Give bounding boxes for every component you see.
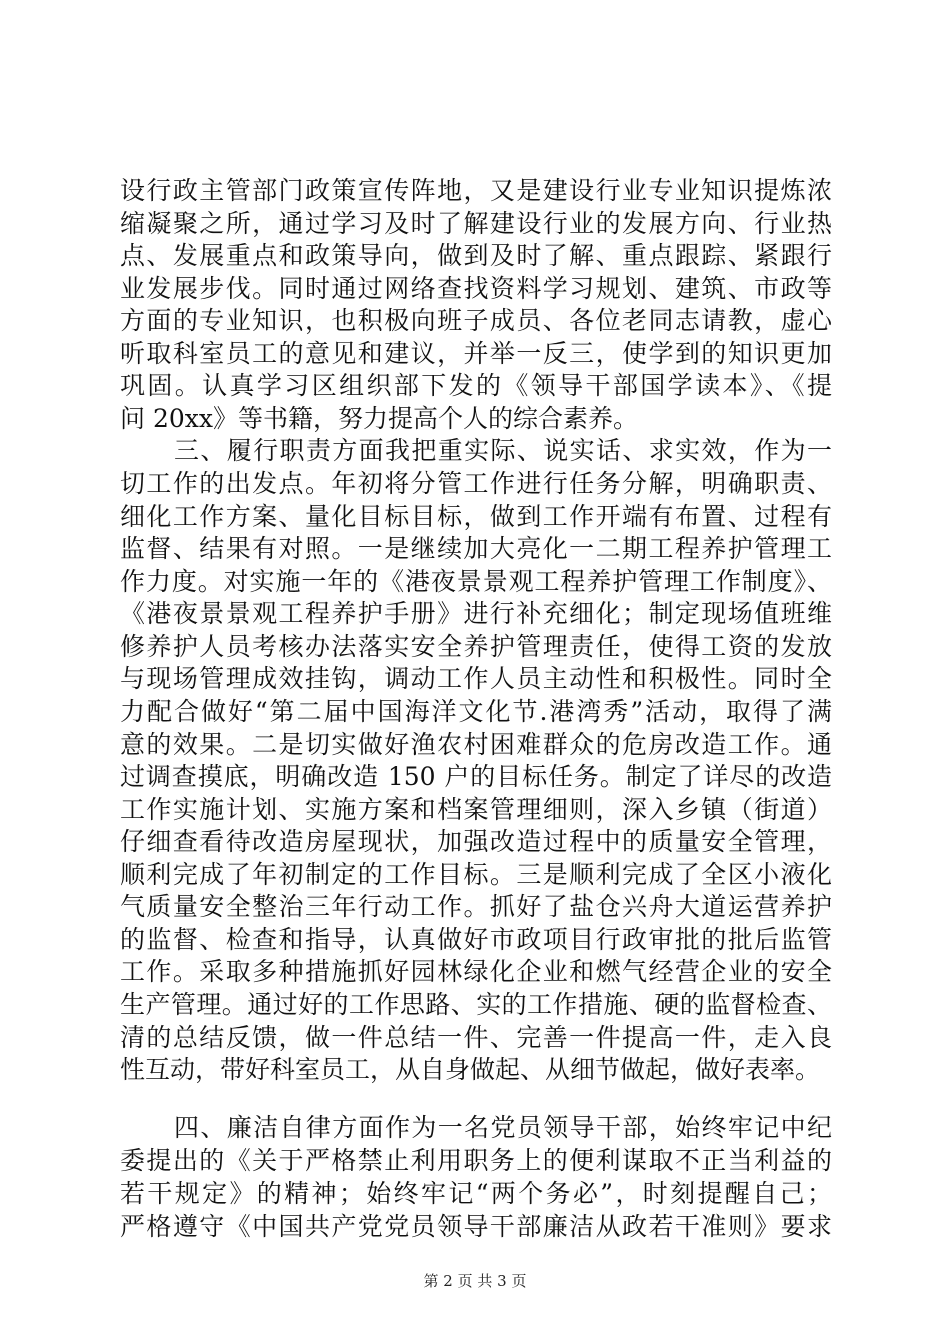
- paragraph-line: 业发展步伐。同时通过网络查找资料学习规划、建筑、市政等: [120, 274, 832, 303]
- paragraph-line: 工作实施计划、实施方案和档案管理细则，深入乡镇（街道）: [120, 795, 832, 824]
- paragraph-line: 巩固。认真学习区组织部下发的《领导干部国学读本》、《提: [120, 371, 832, 400]
- paragraph-line: 与现场管理成效挂钩，调动工作人员主动性和积极性。同时全: [120, 664, 832, 693]
- paragraph-line: 点、发展重点和政策导向，做到及时了解、重点跟踪、紧跟行: [120, 241, 832, 270]
- paragraph-line: 生产管理。通过好的工作思路、实的工作措施、硬的监督检查、: [120, 990, 832, 1019]
- paragraph-line: 作力度。对实施一年的《港夜景景观工程养护管理工作制度》、: [120, 567, 832, 596]
- paragraph-line: 严格遵守《中国共产党党员领导干部廉洁从政若干准则》要求: [120, 1212, 832, 1241]
- paragraph-line: 的监督、检查和指导，认真做好市政项目行政审批的批后监管: [120, 925, 832, 954]
- paragraph-line: 监督、结果有对照。一是继续加大亮化一二期工程养护管理工: [120, 534, 832, 563]
- paragraph-line: 切工作的出发点。年初将分管工作进行任务分解，明确职责、: [120, 469, 832, 498]
- paragraph-line: 性互动，带好科室员工，从自身做起、从细节做起，做好表率。: [120, 1055, 821, 1084]
- paragraph-line: 仔细查看待改造房屋现状，加强改造过程中的质量安全管理，: [120, 827, 832, 856]
- paragraph-line: 方面的专业知识，也积极向班子成员、各位老同志请教，虚心: [120, 306, 832, 335]
- paragraph-line: 顺利完成了年初制定的工作目标。三是顺利完成了全区小液化: [120, 860, 832, 889]
- paragraph-line: 意的效果。二是切实做好渔农村困难群众的危房改造工作。通: [120, 730, 832, 759]
- paragraph-line: 修养护人员考核办法落实安全养护管理责任，使得工资的发放: [120, 632, 832, 661]
- paragraph-first-line: 三、履行职责方面我把重实际、说实话、求实效，作为一: [174, 436, 832, 465]
- paragraph-line: 设行政主管部门政策宣传阵地，又是建设行业专业知识提炼浓: [120, 176, 832, 205]
- paragraph-line: 《港夜景景观工程养护手册》进行补充细化；制定现场值班维: [120, 599, 832, 628]
- paragraph-line: 委提出的《关于严格禁止利用职务上的便利谋取不正当利益的: [120, 1146, 832, 1175]
- paragraph-line: 听取科室员工的意见和建议，并举一反三，使学到的知识更加: [120, 339, 832, 368]
- paragraph-line: 工作。采取多种措施抓好园林绿化企业和燃气经营企业的安全: [120, 957, 832, 986]
- paragraph-line: 气质量安全整治三年行动工作。抓好了盐仓兴舟大道运营养护: [120, 892, 832, 921]
- paragraph-line: 若干规定》的精神；始终牢记“两个务必”，时刻提醒自己；: [120, 1179, 832, 1208]
- paragraph-line: 清的总结反馈，做一件总结一件、完善一件提高一件，走入良: [120, 1023, 832, 1052]
- paragraph-first-line: 四、廉洁自律方面作为一名党员领导干部，始终牢记中纪: [174, 1113, 832, 1142]
- paragraph-line: 问 20xx》等书籍，努力提高个人的综合素养。: [120, 404, 638, 433]
- paragraph-line: 缩凝聚之所，通过学习及时了解建设行业的发展方向、行业热: [120, 209, 832, 238]
- paragraph-line: 过调查摸底，明确改造 150 户的目标任务。制定了详尽的改造: [120, 762, 832, 791]
- page-number-footer: 第 2 页 共 3 页: [423, 1272, 527, 1290]
- paragraph-line: 细化工作方案、量化目标目标，做到工作开端有布置、过程有: [120, 502, 832, 531]
- paragraph-line: 力配合做好“第二届中国海洋文化节.港湾秀”活动，取得了满: [120, 697, 832, 726]
